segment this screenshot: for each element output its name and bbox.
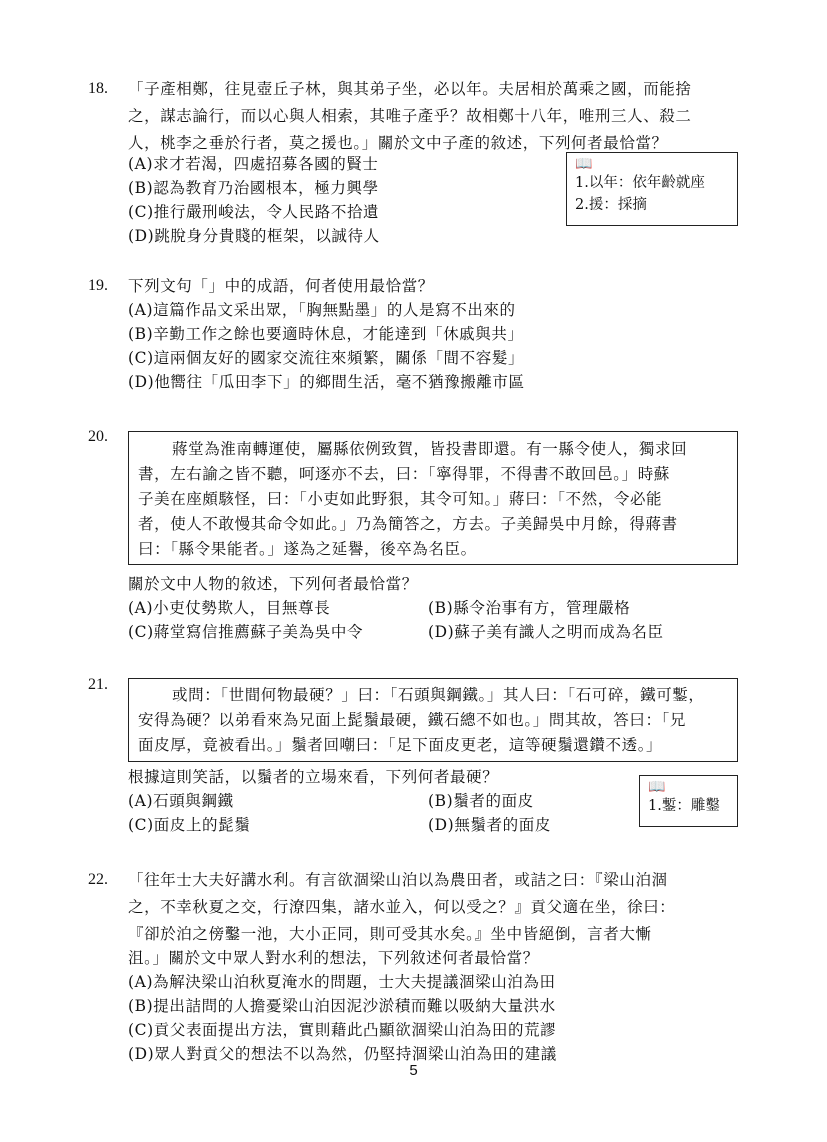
option-a[interactable]: (A)求才若渴，四處招募各國的賢士 <box>128 155 379 173</box>
passage-line: 書，左右諭之皆不聽，呵逐亦不去，曰：「寧得罪，不得書不敢回邑。」時蘇 <box>138 465 670 483</box>
option-d[interactable]: (D)蘇子美有識人之明而成為名臣 <box>428 623 664 641</box>
question-stem-line: 之，不幸秋夏之交，行潦四集，諸水並入，何以受之？』貢父適在坐，徐曰： <box>128 898 676 916</box>
annotation-item: 2.援：採摘 <box>575 197 647 213</box>
question-number: 19. <box>88 277 108 294</box>
option-b[interactable]: (B)縣令治事有方，管理嚴格 <box>428 599 631 617</box>
question-stem: 根據這則笑話，以鬚者的立場來看，下列何者最硬？ <box>128 768 499 786</box>
book-icon: 📖 <box>575 156 593 172</box>
option-c[interactable]: (C)推行嚴刑峻法，令人民路不拾遺 <box>128 203 380 221</box>
option-a[interactable]: (A)小吏仗勢欺人，目無尊長 <box>128 599 331 617</box>
option-c[interactable]: (C)蔣堂寫信推薦蘇子美為吳中令 <box>128 623 364 641</box>
question-stem-line: 之，謀志論行，而以心與人相索，其唯子產乎？故相鄭十八年，唯刑三人、殺二 <box>128 107 692 125</box>
option-a[interactable]: (A)為解決梁山泊秋夏淹水的問題，士大夫提議涸梁山泊為田 <box>128 973 556 991</box>
question-number: 18. <box>88 80 108 97</box>
option-b[interactable]: (B)認為教育乃治國根本，極力興學 <box>128 179 379 197</box>
option-b[interactable]: (B)提出詰問的人擔憂梁山泊因泥沙淤積而難以吸納大量洪水 <box>128 997 556 1015</box>
passage-line: 曰：「縣令果能者。」遂為之延譽，後卒為名臣。 <box>138 540 477 558</box>
option-c[interactable]: (C)貢父表面提出方法，實則藉此凸顯欲涸梁山泊為田的荒謬 <box>128 1021 557 1039</box>
page-number: 5 <box>409 1062 418 1079</box>
question-number: 20. <box>88 428 108 445</box>
passage-line: 蔣堂為淮南轉運使，屬縣依例致賀，皆投書即還。有一縣令使人，獨求回 <box>172 440 688 458</box>
annotation-item: 1.鏨：雕鑿 <box>648 798 720 814</box>
option-d[interactable]: (D)眾人對貢父的想法不以為然，仍堅持涸梁山泊為田的建議 <box>128 1045 557 1063</box>
book-icon: 📖 <box>648 779 666 795</box>
passage-line: 子美在座頗駭怪，曰：「小吏如此野狠，其令可知。」蔣曰：「不然，令必能 <box>138 490 663 508</box>
question-stem-line: 「子產相鄭，往見壺丘子林，與其弟子坐，必以年。夫居相於萬乘之國，而能捨 <box>128 80 692 98</box>
passage-line: 面皮厚，竟被看出。」鬚者回嘲曰：「足下面皮更老，這等硬鬚還鑽不透。」 <box>138 736 663 754</box>
option-b[interactable]: (B)辛勤工作之餘也要適時休息，才能達到「休戚與共」 <box>128 325 524 343</box>
option-d[interactable]: (D)無鬚者的面皮 <box>428 816 551 834</box>
option-c[interactable]: (C)這兩個友好的國家交流往來頻繁，關係「間不容髮」 <box>128 349 525 367</box>
option-a[interactable]: (A)這篇作品文采出眾，「胸無點墨」的人是寫不出來的 <box>128 301 516 319</box>
question-stem: 下列文句「」中的成語，何者使用最恰當？ <box>128 277 434 295</box>
question-stem: 關於文中人物的敘述，下列何者最恰當？ <box>128 575 418 593</box>
passage-line: 安得為硬？以弟看來為兄面上髭鬚最硬，鐵石總不如也。」問其故，答曰：「兄 <box>138 711 687 729</box>
question-stem-line: 『卻於泊之傍鑿一池，大小正同，則可受其水矣。』坐中皆絕倒，言者大慚 <box>128 925 652 943</box>
annotation-item: 1.以年：依年齡就座 <box>575 175 705 191</box>
annotation-box <box>566 152 738 226</box>
option-c[interactable]: (C)面皮上的髭鬚 <box>128 816 251 834</box>
option-a[interactable]: (A)石頭與鋼鐵 <box>128 792 234 810</box>
question-stem-line: 沮。」關於文中眾人對水利的想法，下列敘述何者最恰當？ <box>128 949 539 967</box>
question-number: 21. <box>88 676 108 693</box>
option-d[interactable]: (D)跳脫身分貴賤的框架，以誠待人 <box>128 227 380 245</box>
option-b[interactable]: (B)鬚者的面皮 <box>428 792 534 810</box>
passage-line: 或問：「世間何物最硬？」曰：「石頭與鋼鐵。」其人曰：「石可碎，鐵可鏨， <box>172 686 705 704</box>
passage-line: 者，使人不敢慢其命令如此。」乃為簡答之，方去。子美歸吳中月餘，得蔣書 <box>138 515 678 533</box>
question-stem-line: 「往年士大夫好講水利。有言欲涸梁山泊以為農田者，或詰之曰：『梁山泊涸 <box>128 871 668 889</box>
question-stem-line: 人，桃李之垂於行者，莫之援也。」關於文中子產的敘述，下列何者最恰當？ <box>128 134 668 152</box>
question-number: 22. <box>88 871 108 888</box>
option-d[interactable]: (D)他嚮往「瓜田李下」的鄉間生活，毫不猶豫搬離市區 <box>128 373 525 391</box>
annotation-box <box>639 775 738 827</box>
